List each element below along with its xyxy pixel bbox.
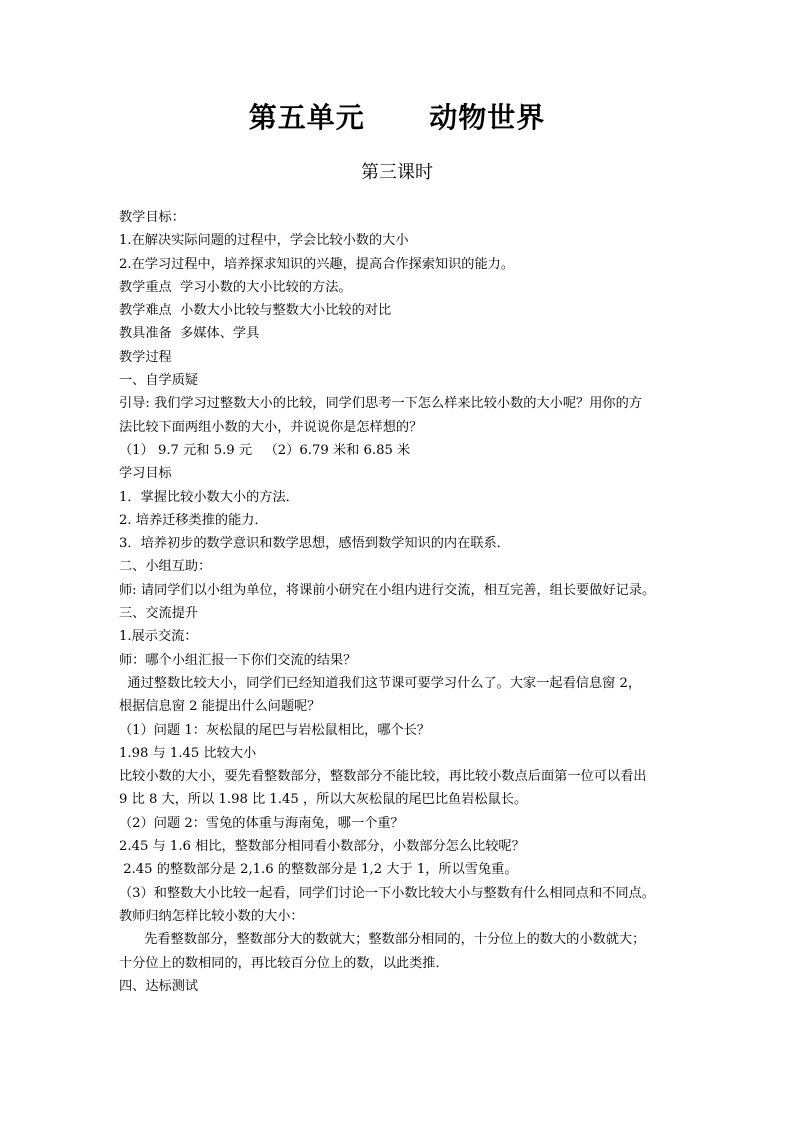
text-line: 先看整数部分，整数部分大的数就大；整数部分相同的，十分位上的数大的小数就大； — [119, 932, 646, 948]
text-line: 师: 请同学们以小组为单位，将课前小研究在小组内进行交流，相互完善，组长要做好记录。 — [119, 582, 656, 598]
text-line: 通过整数比较大小，同学们已经知道我们这节课可要学习什么了。大家一起看信息窗 2， — [119, 675, 642, 691]
text-line: 一、自学质疑 — [119, 373, 199, 389]
text-line: 二、小组互助： — [119, 559, 212, 575]
text-line: （1） 9.7 元和 5.9 元 （2）6.79 米和 6.85 米 — [119, 442, 411, 458]
document-body — [119, 206, 689, 998]
text-line: 2.45 的整数部分是 2,1.6 的整数部分是 1,2 大于 1，所以雪兔重。 — [119, 862, 518, 878]
lesson-subtitle: 第三课时 — [361, 162, 433, 183]
text-line: 2. 培养迁移类推的能力． — [119, 512, 268, 528]
text-line: 9 比 8 大，所以 1.98 比 1.45 ，所以大灰松鼠的尾巴比鱼岩松鼠长。 — [119, 792, 528, 808]
text-line: 师：哪个小组汇报一下你们交流的结果？ — [119, 652, 357, 668]
text-line: 教学目标： — [119, 210, 185, 225]
text-line: 3．培养初步的数学意识和数学思想，感悟到数学知识的内在联系． — [119, 536, 510, 552]
text-line: 1.98 与 1.45 比较大小 — [119, 745, 257, 761]
text-line: 教师归纳怎样比较小数的大小： — [119, 908, 304, 924]
text-line: 教学过程 — [119, 349, 172, 365]
text-line: （1）问题 1：灰松鼠的尾巴与岩松鼠相比，哪个长？ — [119, 722, 431, 738]
text-line: 四、达标测试 — [119, 978, 199, 994]
text-line: 根据信息窗 2 能提出什么问题呢？ — [119, 699, 321, 715]
text-line: 1.在解决实际问题的过程中，学会比较小数的大小 — [119, 233, 409, 249]
text-line: （3）和整数大小比较一起看，同学们讨论一下小数比较大小与整数有什么相同点和不同点。 — [119, 885, 655, 901]
text-line: 学习目标 — [119, 466, 172, 482]
text-line: 十分位上的数相同的，再比较百分位上的数，以此类推． — [119, 955, 449, 971]
text-line: 引导: 我们学习过整数大小的比较，同学们思考一下怎么样来比较小数的大小呢？用你的方 — [119, 396, 642, 412]
text-line: 1.展示交流： — [119, 629, 198, 645]
text-line: 2.45 与 1.6 相比，整数部分相同看小数部分，小数部分怎么比较呢？ — [119, 839, 525, 855]
text-line: 三、交流提升 — [119, 606, 199, 622]
text-line: （2）问题 2：雪兔的体重与海南兔，哪一个重？ — [119, 815, 404, 831]
text-line: 教具准备 多媒体、学具 — [119, 326, 260, 342]
text-line: 2.在学习过程中，培养探求知识的兴趣，提高合作探索知识的能力。 — [119, 256, 515, 272]
text-line: 比较小数的大小，要先看整数部分，整数部分不能比较，再比较小数点后面第一位可以看出 — [119, 769, 647, 785]
text-line: 1．掌握比较小数大小的方法． — [119, 489, 299, 505]
text-line: 教学重点 学习小数的大小比较的方法。 — [119, 279, 352, 295]
text-line: 教学难点 小数大小比较与整数大小比较的对比 — [119, 303, 392, 319]
text-line: 法比较下面两组小数的大小，并说说你是怎样想的？ — [119, 419, 423, 435]
document-title: 第五单元 动物世界 — [248, 101, 546, 134]
